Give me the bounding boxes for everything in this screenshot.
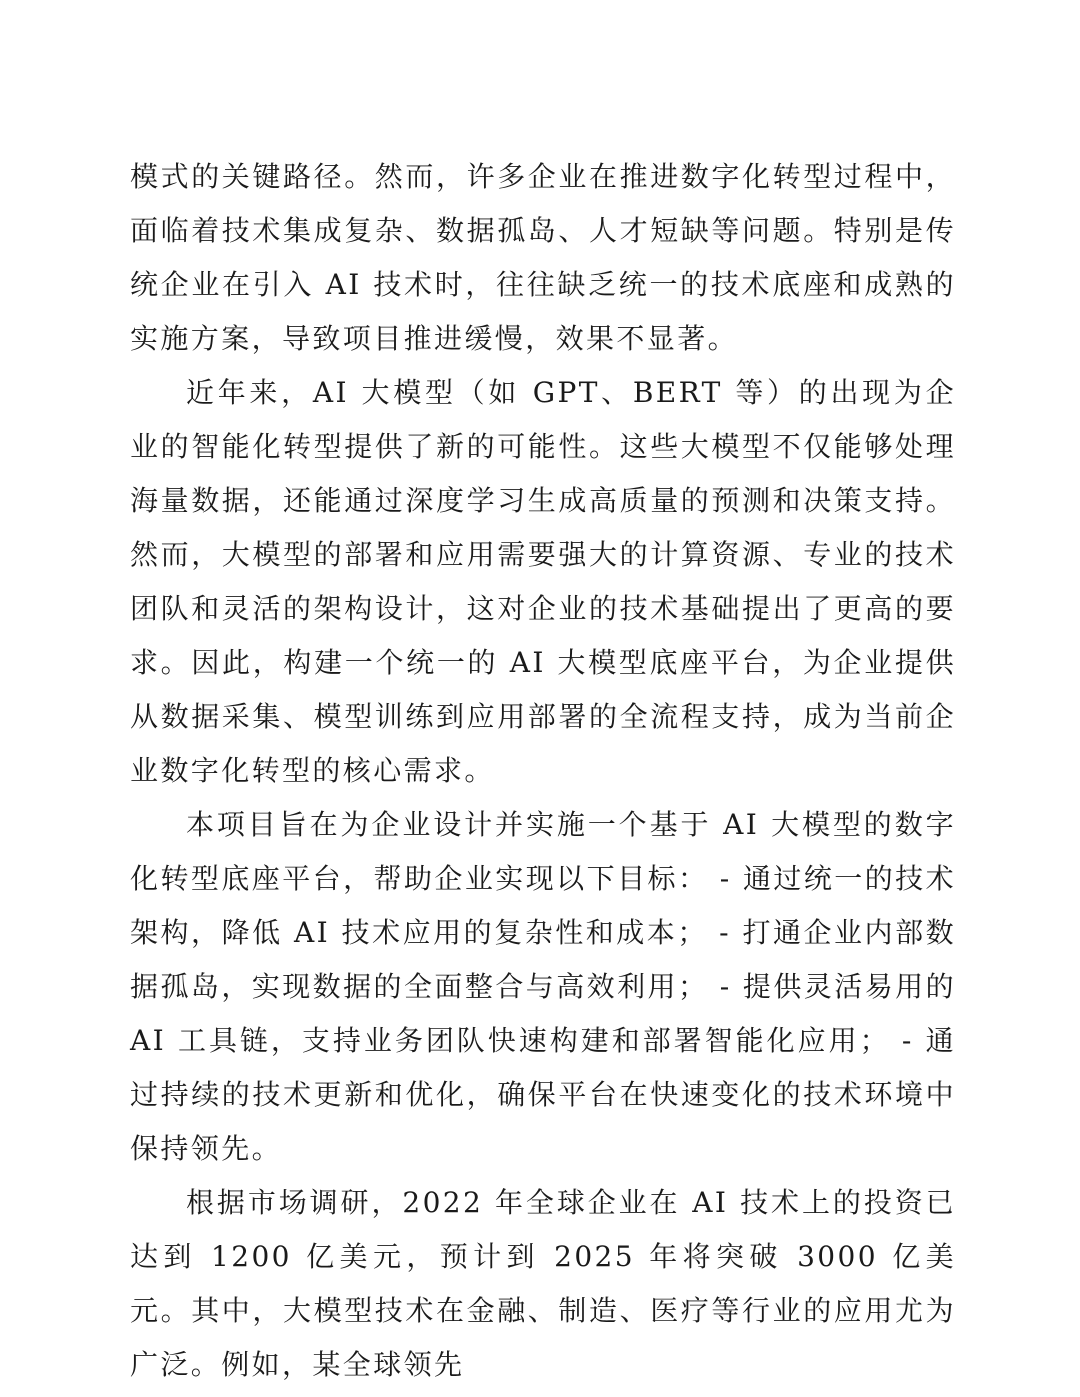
paragraph-4: 根据市场调研，2022 年全球企业在 AI 技术上的投资已达到 1200 亿美元，预计到 2025 年将突破 3000 亿美元。其中，大模型技术在金融、制造、医疗等行业的应用尤为广泛。例如，某全球领先 <box>130 1186 956 1381</box>
paragraph-3: 本项目旨在为企业设计并实施一个基于 AI 大模型的数字化转型底座平台，帮助企业实现以下目标： - 通过统一的技术架构，降低 AI 技术应用的复杂性和成本； - 打通企业内部数据孤岛，实现数据的全面整合与高效利用； - 提供灵活易用的 AI 工具链，支持业务团队快速构建和部署智能化应用； - 通过持续的技术更新和优化，确保平台在快速变化的技术环境中保持领先。 <box>130 808 956 1165</box>
document-body <box>130 150 956 1392</box>
paragraph-2: 近年来，AI 大模型（如 GPT、BERT 等）的出现为企业的智能化转型提供了新的可能性。这些大模型不仅能够处理海量数据，还能通过深度学习生成高质量的预测和决策支持。然而，大模型的部署和应用需要强大的计算资源、专业的技术团队和灵活的架构设计，这对企业的技术基础提出了更高的要求。因此，构建一个统一的 AI 大模型底座平台，为企业提供从数据采集、模型训练到应用部署的全流程支持，成为当前企业数字化转型的核心需求。 <box>130 376 956 787</box>
paragraph-1: 模式的关键路径。然而，许多企业在推进数字化转型过程中，面临着技术集成复杂、数据孤岛、人才短缺等问题。特别是传统企业在引入 AI 技术时，往往缺乏统一的技术底座和成熟的实施方案，导致项目推进缓慢，效果不显著。 <box>130 160 956 355</box>
